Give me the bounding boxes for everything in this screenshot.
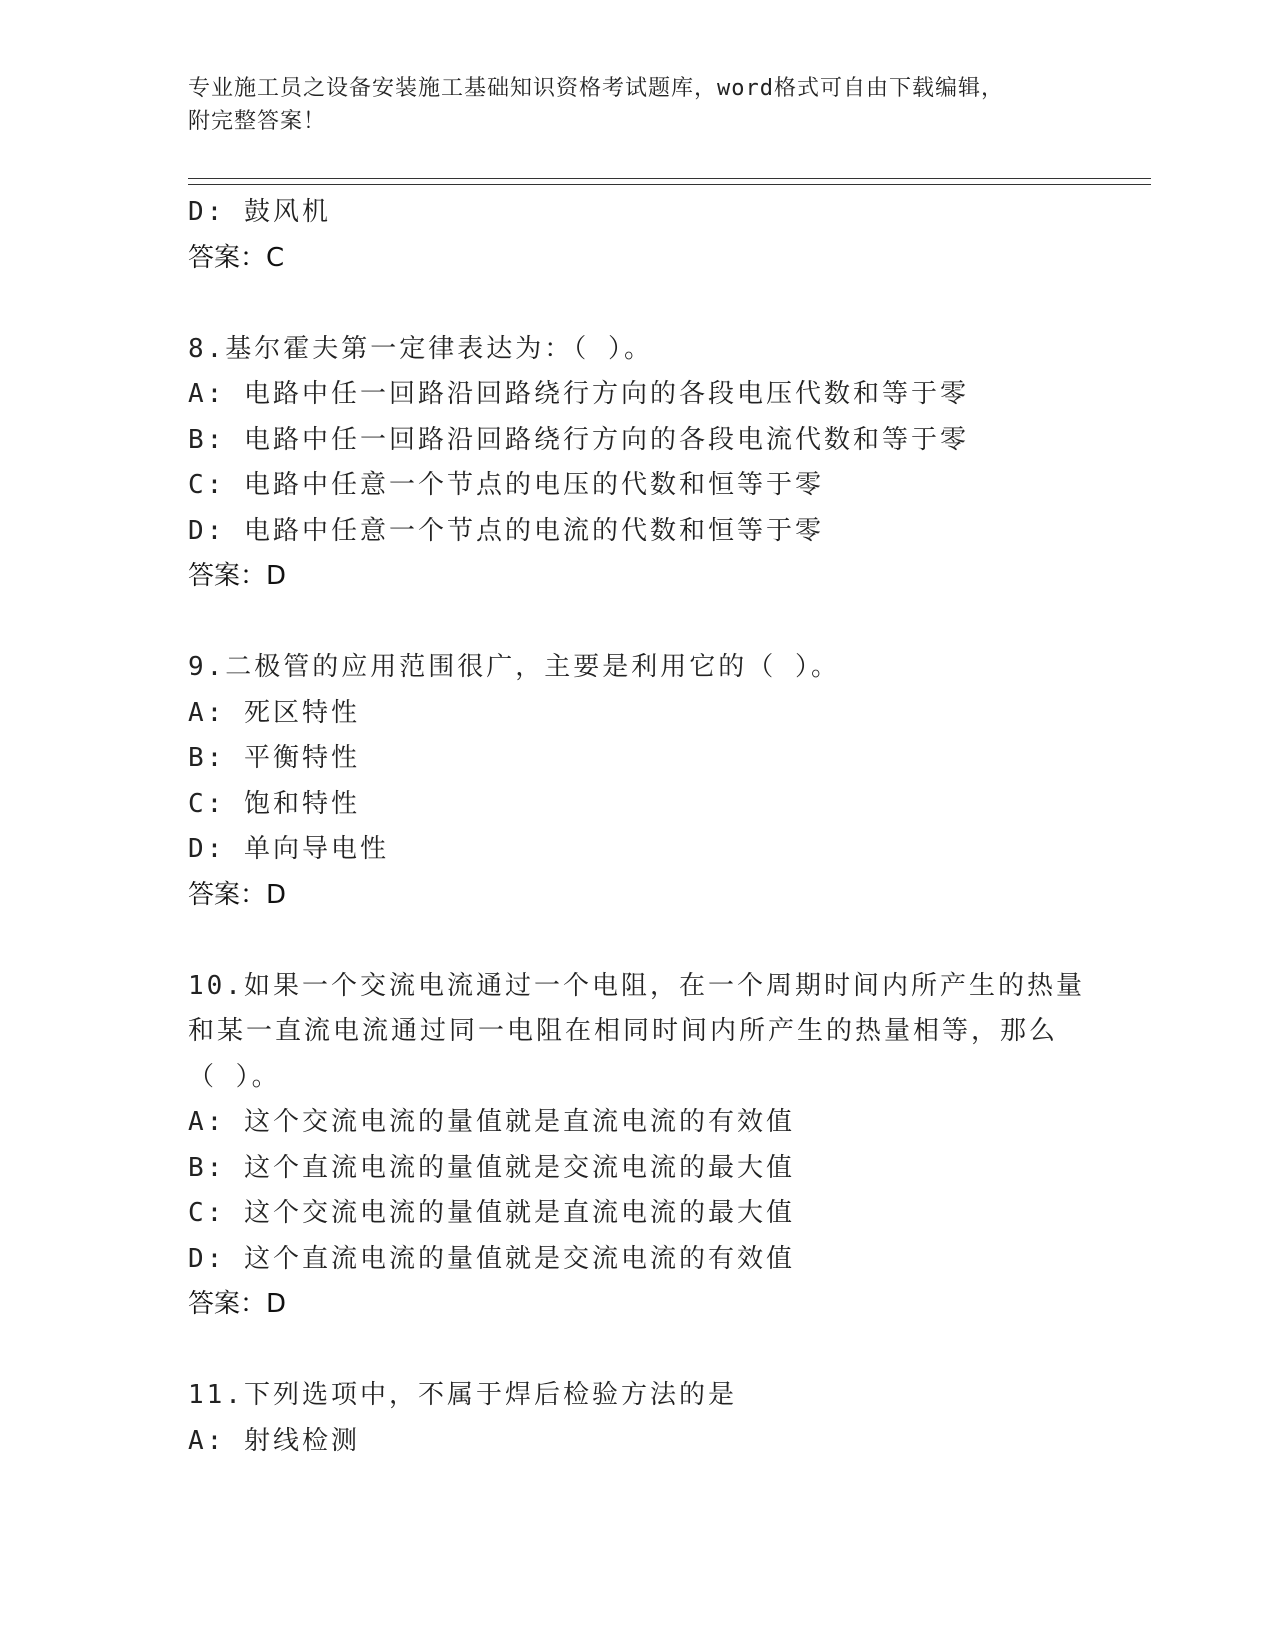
question-text-line-1: 10.如果一个交流电流通过一个电阻，在一个周期时间内所产生的热量 xyxy=(188,970,1085,1001)
question-list xyxy=(188,190,1088,1464)
option-c: C: 饱和特性 xyxy=(188,788,360,819)
question-text: 11.下列选项中，不属于焊后检验方法的是 xyxy=(188,1380,737,1410)
answer-line: 答案：D xyxy=(188,561,287,591)
option-d: D: 电路中任意一个节点的电流的代数和恒等于零 xyxy=(188,515,824,546)
answer-line: 答案：D xyxy=(188,1289,287,1319)
question-block-7 xyxy=(188,190,1088,281)
question-block-10 xyxy=(188,964,1088,1328)
option-a: A: 电路中任一回路沿回路绕行方向的各段电压代数和等于零 xyxy=(188,379,969,409)
question-text: 8.基尔霍夫第一定律表达为：（ ）。 xyxy=(188,333,653,364)
block-spacer xyxy=(188,600,1088,646)
option-d: D: 鼓风机 xyxy=(188,197,331,227)
header-line-2: 附完整答案！ xyxy=(188,109,327,134)
option-c: C: 电路中任意一个节点的电压的代数和恒等于零 xyxy=(188,470,824,500)
question-block-11 xyxy=(188,1373,1088,1464)
question-text-line-3: （ ）。 xyxy=(188,1061,281,1092)
answer-line: 答案：C xyxy=(188,242,285,273)
header-divider-bottom xyxy=(188,184,1151,185)
question-block-8 xyxy=(188,327,1088,600)
block-spacer xyxy=(188,281,1088,327)
option-b: B: 平衡特性 xyxy=(188,743,360,773)
block-spacer xyxy=(188,1328,1088,1374)
question-text-line-2: 和某一直流电流通过同一电阻在相同时间内所产生的热量相等，那么 xyxy=(188,1016,1059,1046)
option-a: A: 这个交流电流的量值就是直流电流的有效值 xyxy=(188,1107,795,1137)
header-line-1: 专业施工员之设备安装施工基础知识资格考试题库，word格式可自由下载编辑， xyxy=(188,76,1004,101)
option-a: A: 死区特性 xyxy=(188,697,360,728)
option-b: B: 这个直流电流的量值就是交流电流的最大值 xyxy=(188,1152,795,1183)
block-spacer xyxy=(188,918,1088,964)
header-divider-top xyxy=(188,178,1151,179)
question-block-9 xyxy=(188,645,1088,918)
option-c: C: 这个交流电流的量值就是直流电流的最大值 xyxy=(188,1198,795,1228)
answer-line: 答案：D xyxy=(188,879,287,910)
document-header xyxy=(188,72,1088,138)
option-a: A: 射线检测 xyxy=(188,1425,360,1456)
option-d: D: 这个直流电流的量值就是交流电流的有效值 xyxy=(188,1243,795,1274)
option-d: D: 单向导电性 xyxy=(188,834,389,864)
question-text: 9.二极管的应用范围很广，主要是利用它的（ ）。 xyxy=(188,652,840,682)
option-b: B: 电路中任一回路沿回路绕行方向的各段电流代数和等于零 xyxy=(188,424,969,455)
